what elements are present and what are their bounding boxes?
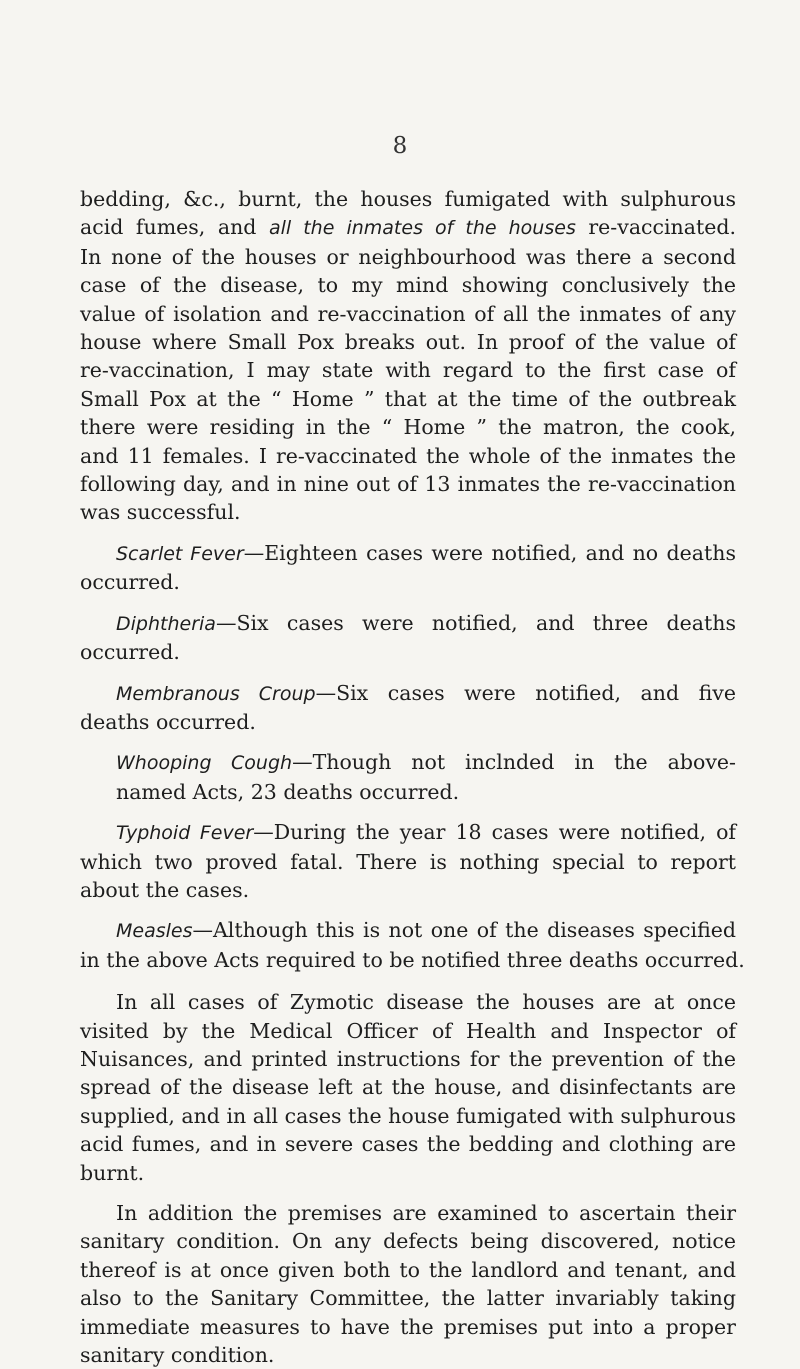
report-body <box>80 185 745 1369</box>
text-line: thereof is at once given both to the landlord and tenant, and <box>80 1257 736 1282</box>
text-line <box>80 539 736 568</box>
paragraph-zymotic-disease <box>80 988 736 1187</box>
text-line: there were residing in the “ Home ” the matron, the cook, <box>80 415 736 440</box>
text-line: about the cases. <box>80 877 250 902</box>
text-line: sanitary condition. On any defects being discovered, notice <box>80 1229 736 1254</box>
text-line: which two proved fatal. There is nothing special to report <box>80 849 736 874</box>
text-line: acid fumes, and in severe cases the bedding and clothing are <box>80 1132 736 1157</box>
paragraph-scarlet-fever <box>80 539 736 597</box>
text-line: was successful. <box>80 500 241 525</box>
paragraph-membranous-croup <box>80 679 736 737</box>
text-segment: —Six cases were notified, and three deaths <box>215 610 736 635</box>
text-segment: —Though not inclnded in the above- <box>292 750 736 775</box>
paragraph-diphtheria <box>80 609 736 667</box>
text-line: and 11 females. I re-vaccinated the whole of the inmates the <box>80 443 736 468</box>
text-line: Nuisances, and printed instructions for the prevention of the <box>80 1046 736 1071</box>
paragraph-typhoid-fever <box>80 818 736 904</box>
text-line: occurred. <box>80 640 180 665</box>
text-line: re-vaccination, I may state with regard to the first case of <box>80 358 736 383</box>
text-line: immediate measures to have the premises put into a proper <box>80 1314 736 1339</box>
text-segment: re-vaccinated. <box>575 215 736 240</box>
page-number: 8 <box>392 133 408 159</box>
text-line <box>80 748 736 777</box>
text-line <box>80 679 736 708</box>
text-line: deaths occurred. <box>80 709 256 734</box>
text-line: following day, and in nine out of 13 inmates the re-vaccination <box>80 472 736 497</box>
text-segment: —Eighteen cases were notified, and no deaths <box>243 540 736 565</box>
text-segment: acid fumes, and <box>80 215 269 240</box>
text-line: spread of the disease left at the house, and disinfectants are <box>80 1075 736 1100</box>
text-line: In all cases of Zymotic disease the houses are at once <box>116 990 736 1015</box>
text-line: In none of the houses or neighbourhood was there a second <box>80 244 736 269</box>
paragraph-sanitary-premises <box>80 1199 736 1369</box>
text-line <box>80 818 736 847</box>
text-line: sanitary condition. <box>80 1343 275 1368</box>
text-segment: —Six cases were notified, and five <box>315 680 736 705</box>
text-line: case of the disease, to my mind showing conclusively the <box>80 273 736 298</box>
disease-heading: Measles <box>116 920 193 943</box>
text-line: value of isolation and re-vaccination of all the inmates of any <box>80 301 736 326</box>
text-line: in the above Acts required to be notified three deaths occurred. <box>80 947 745 972</box>
paragraph-measles <box>80 916 745 974</box>
text-line: burnt. <box>80 1160 145 1185</box>
disease-heading: Scarlet Fever <box>116 542 244 565</box>
disease-heading: Typhoid Fever <box>116 822 254 845</box>
paragraph-whooping-cough <box>80 748 736 806</box>
paragraph-small-pox <box>80 185 736 527</box>
text-line: Small Pox at the “ Home ” that at the time of the outbreak <box>80 386 736 411</box>
text-line <box>80 916 736 945</box>
text-line: also to the Sanitary Committee, the latter invariably taking <box>80 1286 736 1311</box>
text-segment: —During the year 18 cases were notified, of <box>253 820 737 845</box>
text-line: In addition the premises are examined to ascertain their <box>116 1201 736 1225</box>
text-line: occurred. <box>80 570 180 595</box>
disease-heading: Whooping Cough <box>116 752 293 775</box>
text-line <box>80 609 736 638</box>
text-line: bedding, &c., burnt, the houses fumigated with sulphurous <box>80 187 736 211</box>
text-line: house where Small Pox breaks out. In proof of the value of <box>80 330 736 355</box>
italic-emphasis: all the inmates of the houses <box>268 217 576 240</box>
text-line <box>80 213 736 242</box>
disease-heading: Membranous Croup <box>116 682 316 705</box>
text-line: named Acts, 23 deaths occurred. <box>116 779 460 804</box>
disease-heading: Diphtheria <box>116 612 216 635</box>
text-line: supplied, and in all cases the house fumigated with sulphurous <box>80 1103 736 1128</box>
text-segment: —Although this is not one of the diseases specified <box>192 918 736 943</box>
text-line: visited by the Medical Officer of Health and Inspector of <box>80 1018 736 1043</box>
